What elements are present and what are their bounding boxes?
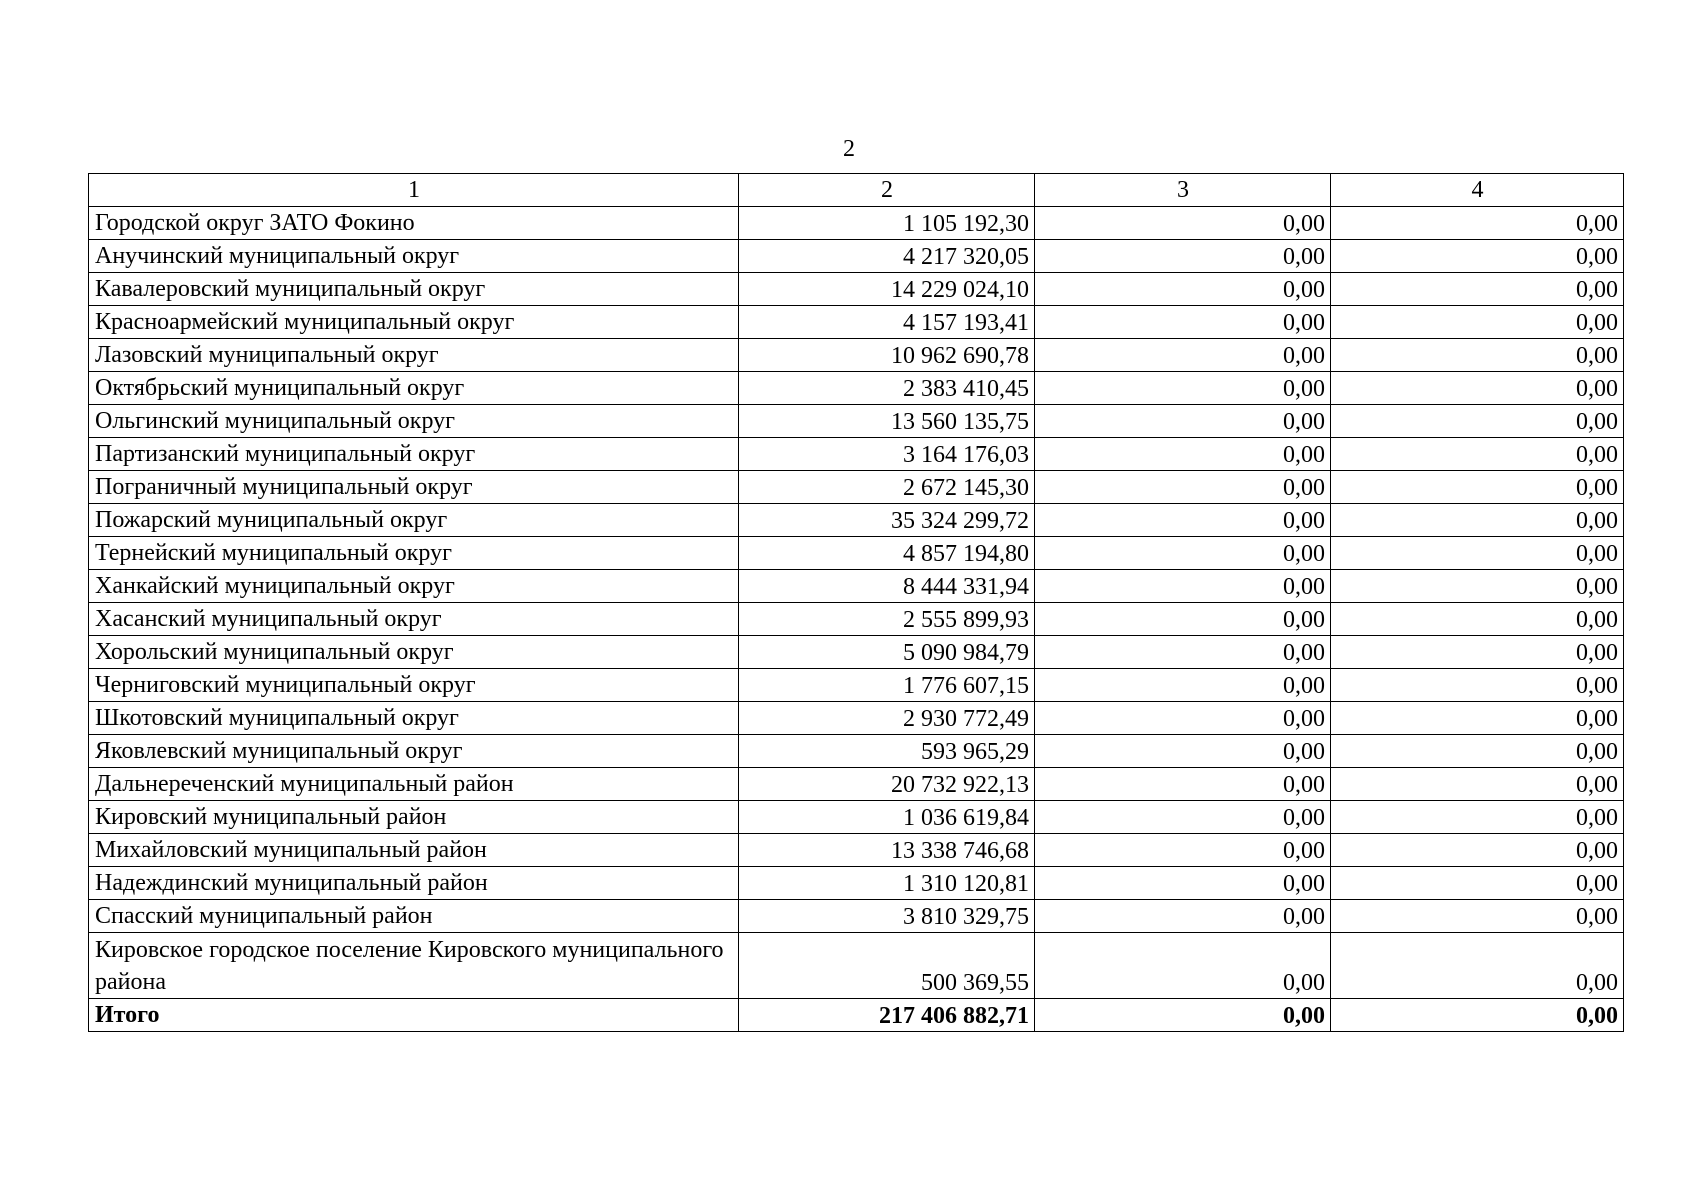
table-row	[89, 504, 1624, 537]
value-column-2: 13 560 135,75	[739, 405, 1035, 438]
table-row	[89, 570, 1624, 603]
value-column-4: 0,00	[1331, 372, 1624, 405]
total-label: Итого	[89, 999, 739, 1032]
value-column-3: 0,00	[1035, 669, 1331, 702]
municipality-name: Надеждинский муниципальный район	[89, 867, 739, 900]
municipality-name: Красноармейский муниципальный округ	[89, 306, 739, 339]
value-column-2: 13 338 746,68	[739, 834, 1035, 867]
table-row	[89, 636, 1624, 669]
municipality-name: Ханкайский муниципальный округ	[89, 570, 739, 603]
value-column-4: 0,00	[1331, 240, 1624, 273]
value-column-4: 0,00	[1331, 801, 1624, 834]
value-column-2: 1 310 120,81	[739, 867, 1035, 900]
value-column-4: 0,00	[1331, 669, 1624, 702]
value-column-3: 0,00	[1035, 834, 1331, 867]
table-row	[89, 273, 1624, 306]
value-column-2: 10 962 690,78	[739, 339, 1035, 372]
value-column-3: 0,00	[1035, 570, 1331, 603]
table-row	[89, 207, 1624, 240]
municipality-name: Хорольский муниципальный округ	[89, 636, 739, 669]
value-column-2: 3 810 329,75	[739, 900, 1035, 933]
municipality-name: Ольгинский муниципальный округ	[89, 405, 739, 438]
value-column-2: 593 965,29	[739, 735, 1035, 768]
value-column-4: 0,00	[1331, 702, 1624, 735]
value-column-3: 0,00	[1035, 273, 1331, 306]
value-column-3: 0,00	[1035, 702, 1331, 735]
column-header-1: 1	[89, 174, 739, 207]
total-column-2: 217 406 882,71	[739, 999, 1035, 1032]
table-row	[89, 702, 1624, 735]
total-row	[89, 999, 1624, 1032]
table-row	[89, 339, 1624, 372]
table-row	[89, 537, 1624, 570]
value-column-2: 4 217 320,05	[739, 240, 1035, 273]
table-row	[89, 306, 1624, 339]
value-column-2: 8 444 331,94	[739, 570, 1035, 603]
table-body	[89, 207, 1624, 999]
municipality-name: Кавалеровский муниципальный округ	[89, 273, 739, 306]
value-column-2: 2 672 145,30	[739, 471, 1035, 504]
municipality-name: Пограничный муниципальный округ	[89, 471, 739, 504]
value-column-4: 0,00	[1331, 735, 1624, 768]
municipality-name: Партизанский муниципальный округ	[89, 438, 739, 471]
value-column-4: 0,00	[1331, 207, 1624, 240]
value-column-3: 0,00	[1035, 867, 1331, 900]
table-row	[89, 471, 1624, 504]
value-column-2: 20 732 922,13	[739, 768, 1035, 801]
page-number: 2	[843, 136, 855, 162]
municipality-name: Хасанский муниципальный округ	[89, 603, 739, 636]
value-column-4: 0,00	[1331, 405, 1624, 438]
value-column-4: 0,00	[1331, 834, 1624, 867]
value-column-2: 5 090 984,79	[739, 636, 1035, 669]
value-column-2: 2 555 899,93	[739, 603, 1035, 636]
column-header-3: 3	[1035, 174, 1331, 207]
value-column-4: 0,00	[1331, 471, 1624, 504]
value-column-3: 0,00	[1035, 240, 1331, 273]
table-row	[89, 900, 1624, 933]
value-column-4: 0,00	[1331, 438, 1624, 471]
municipality-name: Шкотовский муниципальный округ	[89, 702, 739, 735]
municipality-name: Яковлевский муниципальный округ	[89, 735, 739, 768]
value-column-2: 2 930 772,49	[739, 702, 1035, 735]
value-column-2: 4 857 194,80	[739, 537, 1035, 570]
municipality-name: Пожарский муниципальный округ	[89, 504, 739, 537]
value-column-3: 0,00	[1035, 207, 1331, 240]
value-column-4: 0,00	[1331, 900, 1624, 933]
municipality-name: Черниговский муниципальный округ	[89, 669, 739, 702]
table-row	[89, 240, 1624, 273]
value-column-3: 0,00	[1035, 801, 1331, 834]
value-column-4: 0,00	[1331, 537, 1624, 570]
table-row	[89, 603, 1624, 636]
value-column-3: 0,00	[1035, 339, 1331, 372]
value-column-4: 0,00	[1331, 933, 1624, 999]
value-column-3: 0,00	[1035, 405, 1331, 438]
table-row	[89, 834, 1624, 867]
value-column-4: 0,00	[1331, 867, 1624, 900]
municipality-name: Кировское городское поселение Кировского муниципального района	[89, 933, 739, 999]
total-column-4: 0,00	[1331, 999, 1624, 1032]
municipality-name: Лазовский муниципальный округ	[89, 339, 739, 372]
municipality-name: Октябрьский муниципальный округ	[89, 372, 739, 405]
value-column-3: 0,00	[1035, 900, 1331, 933]
municipality-name: Анучинский муниципальный округ	[89, 240, 739, 273]
table-row	[89, 669, 1624, 702]
value-column-2: 14 229 024,10	[739, 273, 1035, 306]
municipality-name: Городской округ ЗАТО Фокино	[89, 207, 739, 240]
value-column-4: 0,00	[1331, 768, 1624, 801]
table-row	[89, 867, 1624, 900]
municipality-name: Тернейский муниципальный округ	[89, 537, 739, 570]
budget-table	[88, 173, 1624, 1032]
table-row	[89, 405, 1624, 438]
value-column-2: 1 036 619,84	[739, 801, 1035, 834]
value-column-2: 2 383 410,45	[739, 372, 1035, 405]
value-column-4: 0,00	[1331, 306, 1624, 339]
value-column-4: 0,00	[1331, 636, 1624, 669]
value-column-4: 0,00	[1331, 339, 1624, 372]
value-column-3: 0,00	[1035, 438, 1331, 471]
value-column-3: 0,00	[1035, 504, 1331, 537]
value-column-3: 0,00	[1035, 603, 1331, 636]
municipality-name: Михайловский муниципальный район	[89, 834, 739, 867]
table-row	[89, 735, 1624, 768]
value-column-4: 0,00	[1331, 603, 1624, 636]
value-column-3: 0,00	[1035, 372, 1331, 405]
value-column-2: 35 324 299,72	[739, 504, 1035, 537]
value-column-3: 0,00	[1035, 471, 1331, 504]
value-column-3: 0,00	[1035, 735, 1331, 768]
value-column-4: 0,00	[1331, 273, 1624, 306]
table-row	[89, 801, 1624, 834]
value-column-3: 0,00	[1035, 933, 1331, 999]
value-column-3: 0,00	[1035, 537, 1331, 570]
value-column-2: 1 105 192,30	[739, 207, 1035, 240]
table-row	[89, 372, 1624, 405]
value-column-4: 0,00	[1331, 570, 1624, 603]
municipality-name: Спасский муниципальный район	[89, 900, 739, 933]
municipality-name: Дальнереченский муниципальный район	[89, 768, 739, 801]
table-row	[89, 438, 1624, 471]
column-number-row	[89, 174, 1624, 207]
column-header-2: 2	[739, 174, 1035, 207]
value-column-3: 0,00	[1035, 768, 1331, 801]
table-row	[89, 768, 1624, 801]
value-column-3: 0,00	[1035, 636, 1331, 669]
total-column-3: 0,00	[1035, 999, 1331, 1032]
column-header-4: 4	[1331, 174, 1624, 207]
value-column-2: 500 369,55	[739, 933, 1035, 999]
value-column-2: 3 164 176,03	[739, 438, 1035, 471]
value-column-4: 0,00	[1331, 504, 1624, 537]
value-column-2: 4 157 193,41	[739, 306, 1035, 339]
table-row	[89, 933, 1624, 999]
value-column-2: 1 776 607,15	[739, 669, 1035, 702]
value-column-3: 0,00	[1035, 306, 1331, 339]
municipality-name: Кировский муниципальный район	[89, 801, 739, 834]
